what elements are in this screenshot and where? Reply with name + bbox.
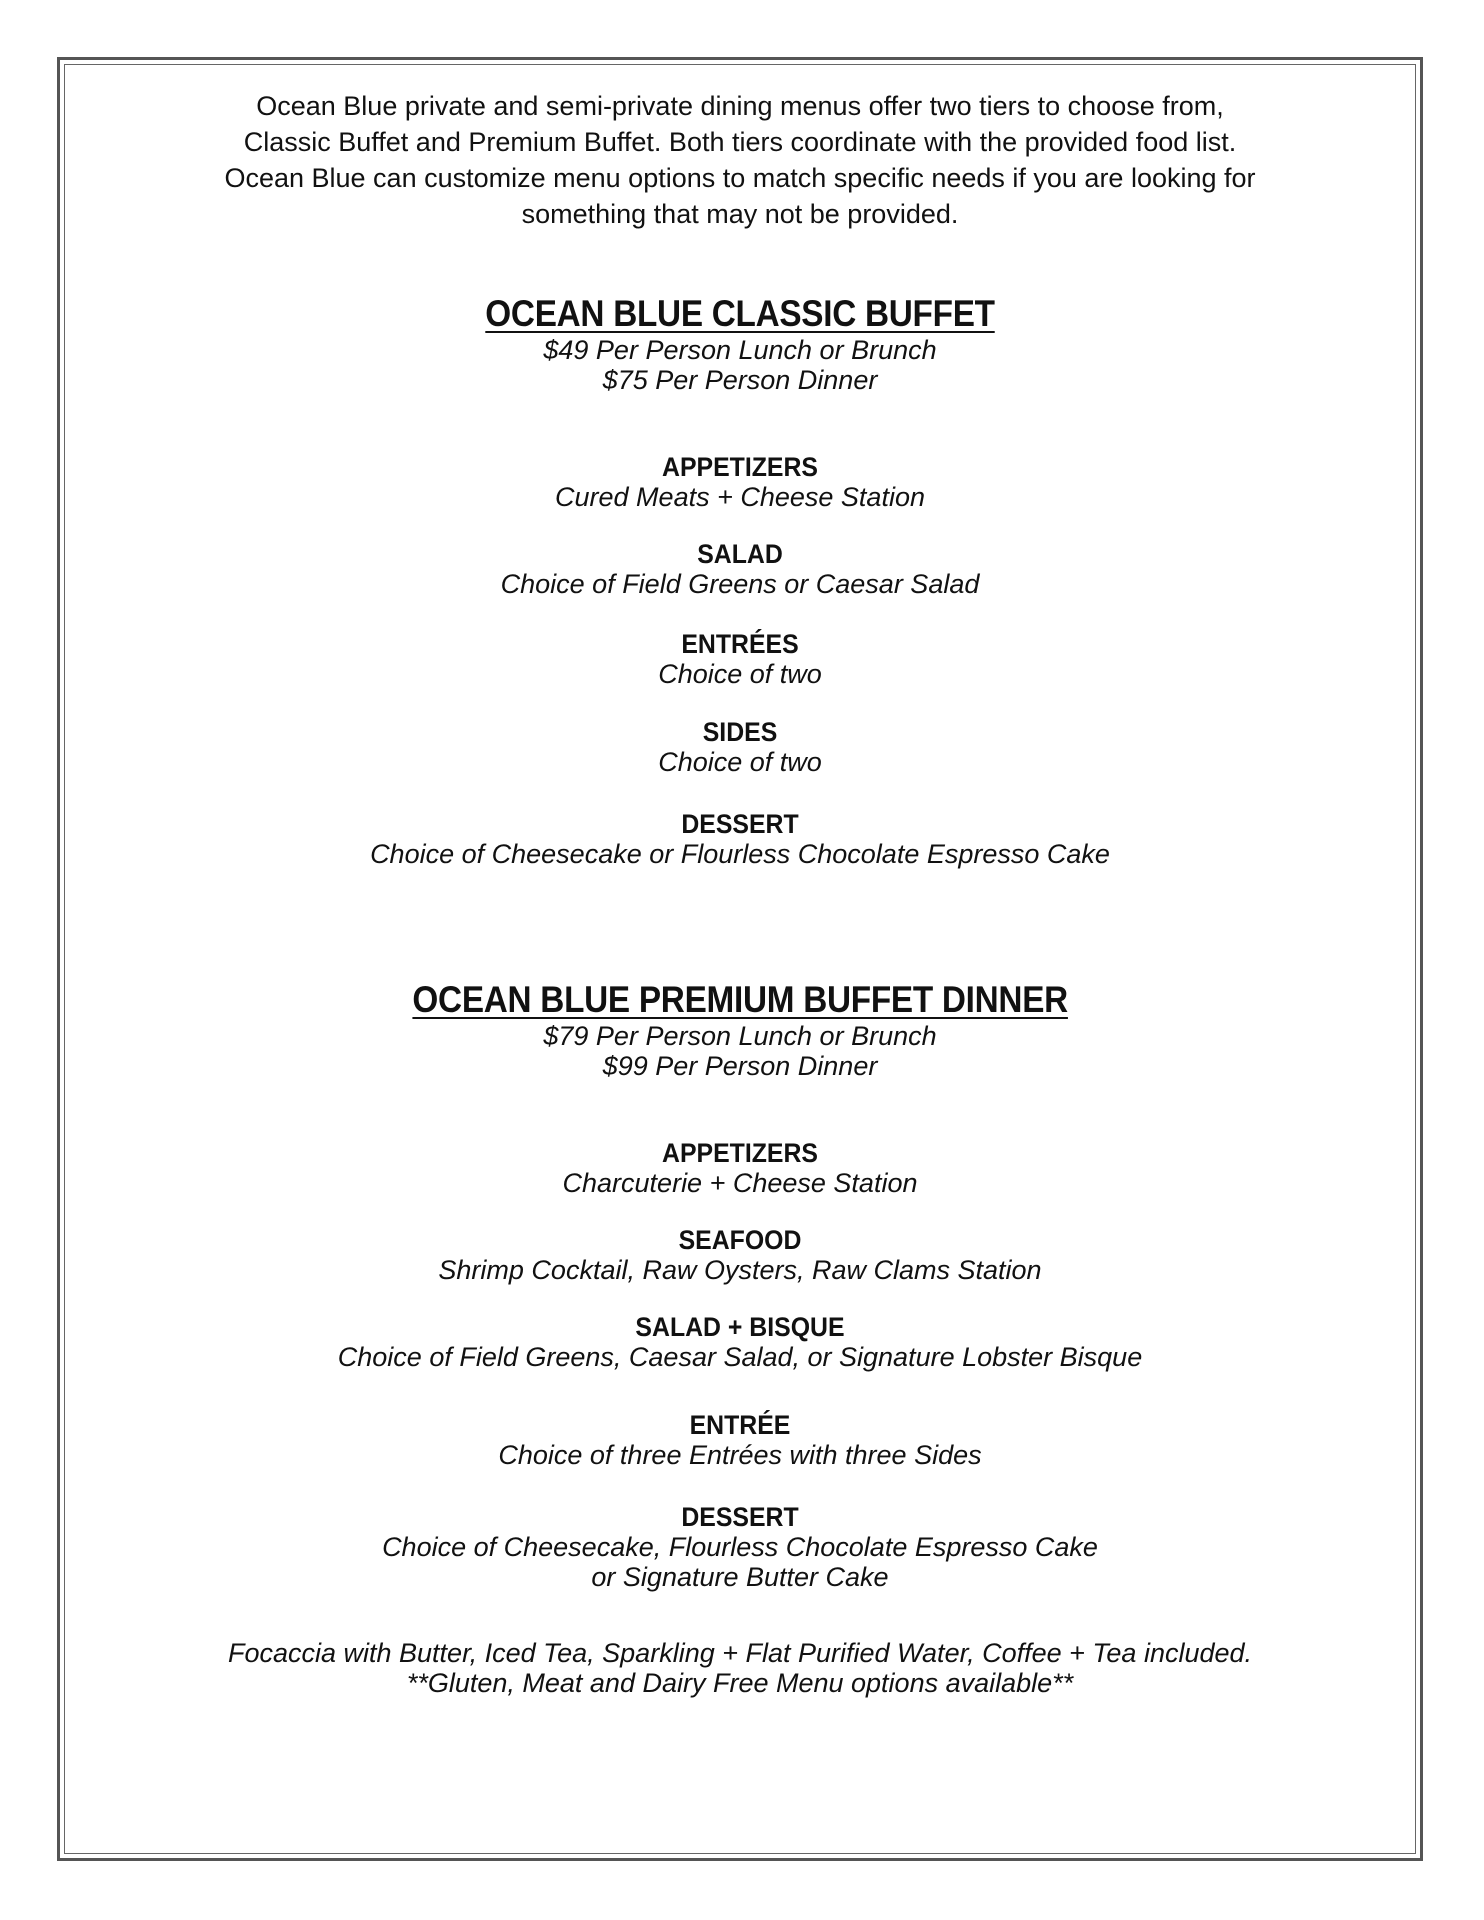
- premium-appetizers: [64, 1138, 1416, 1198]
- section-heading: SALAD: [697, 539, 783, 569]
- section-body: Choice of Field Greens or Caesar Salad: [500, 569, 980, 599]
- intro-line: Ocean Blue private and semi-private dining menus offer two tiers to choose from,: [256, 91, 1224, 121]
- section-heading: SEAFOOD: [678, 1225, 802, 1255]
- footer-notes: [64, 1638, 1416, 1698]
- section-heading: SALAD + BISQUE: [635, 1312, 845, 1342]
- section-heading: ENTRÉES: [681, 629, 799, 659]
- intro-line: something that may not be provided.: [521, 199, 959, 229]
- section-heading: APPETIZERS: [662, 1138, 818, 1168]
- section-heading: DESSERT: [681, 1502, 799, 1532]
- intro-paragraph: [160, 88, 1320, 232]
- section-body: Shrimp Cocktail, Raw Oysters, Raw Clams Station: [438, 1255, 1042, 1285]
- section-body: Choice of two: [658, 747, 822, 777]
- premium-price-dinner: $99 Per Person Dinner: [602, 1051, 878, 1081]
- premium-buffet-title: OCEAN BLUE PREMIUM BUFFET DINNER: [412, 979, 1068, 1020]
- section-body: Choice of Cheesecake or Flourless Chocolate Espresso Cake: [370, 839, 1110, 869]
- included-items-note: Focaccia with Butter, Iced Tea, Sparkling + Flat Purified Water, Coffee + Tea included.: [227, 1638, 1253, 1668]
- classic-price-lunch: $49 Per Person Lunch or Brunch: [543, 335, 937, 365]
- intro-line: Ocean Blue can customize menu options to match specific needs if you are looking for: [224, 163, 1256, 193]
- section-body: Cured Meats + Cheese Station: [555, 482, 925, 512]
- section-heading: ENTRÉE: [689, 1410, 791, 1440]
- classic-dessert: [64, 809, 1416, 869]
- premium-entree: [64, 1410, 1416, 1470]
- section-body-continued: or Signature Butter Cake: [591, 1562, 889, 1592]
- section-body: Charcuterie + Cheese Station: [562, 1168, 918, 1198]
- classic-appetizers: [64, 452, 1416, 512]
- dietary-options-note: **Gluten, Meat and Dairy Free Menu options available**: [406, 1668, 1074, 1698]
- premium-dessert: [64, 1502, 1416, 1592]
- premium-salad-bisque: [64, 1312, 1416, 1372]
- section-body: Choice of two: [658, 659, 822, 689]
- classic-price-dinner: $75 Per Person Dinner: [602, 365, 878, 395]
- section-body: Choice of Cheesecake, Flourless Chocolate Espresso Cake: [382, 1532, 1098, 1562]
- classic-sides: [64, 717, 1416, 777]
- section-body: Choice of three Entrées with three Sides: [498, 1440, 982, 1470]
- classic-buffet-title: OCEAN BLUE CLASSIC BUFFET: [485, 293, 995, 334]
- section-body: Choice of Field Greens, Caesar Salad, or Signature Lobster Bisque: [337, 1342, 1143, 1372]
- classic-entrees: [64, 629, 1416, 689]
- section-heading: SIDES: [702, 717, 778, 747]
- premium-seafood: [64, 1225, 1416, 1285]
- section-heading: DESSERT: [681, 809, 799, 839]
- premium-buffet-section: [64, 979, 1416, 1592]
- classic-salad: [64, 539, 1416, 599]
- section-heading: APPETIZERS: [662, 452, 818, 482]
- intro-line: Classic Buffet and Premium Buffet. Both tiers coordinate with the provided food list.: [243, 127, 1237, 157]
- premium-price-lunch: $79 Per Person Lunch or Brunch: [543, 1021, 937, 1051]
- menu-document: [64, 64, 1416, 1698]
- classic-buffet-section: [64, 293, 1416, 869]
